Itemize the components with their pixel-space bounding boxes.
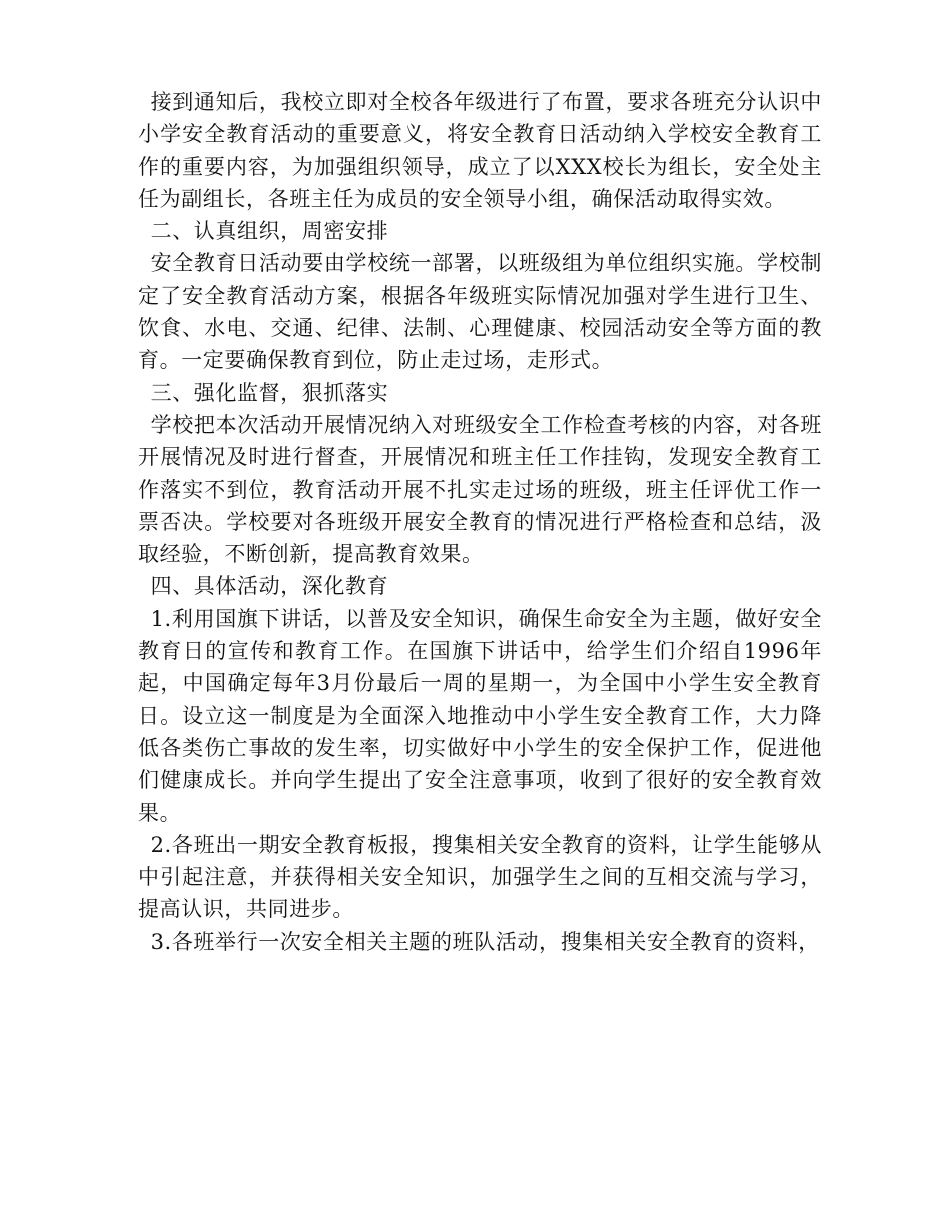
section-heading-4: 四、具体活动，深化教育 [150,574,389,599]
section-heading-2: 二、认真组织，周密安排 [150,219,389,244]
document-page [138,0,822,1230]
document-body [138,86,822,958]
paragraph-item-1: 1.利用国旗下讲话，以普及安全知识，确保生命安全为主题，做好安全教育日的宣传和教育工作。在国旗下讲话中，给学生们介绍自1996年起，中国确定每年3月份最后一周的星期一，为全国中小学生安全教育日。设立这一制度是为全面深入地推动中小学生安全教育工作，大力降低各类伤亡事故的发生率，切实做好中小学生的安全保护工作，促进他们健康成长。并向学生提出了安全注意事项，收到了很好的安全教育效果。 [138,606,822,825]
paragraph-item-2: 2.各班出一期安全教育板报，搜集相关安全教育的资料，让学生能够从中引起注意，并获得相关安全知识，加强学生之间的互相交流与学习，提高认识，共同进步。 [138,832,822,922]
paragraph-3: 学校把本次活动开展情况纳入对班级安全工作检查考核的内容，对各班开展情况及时进行督查，开展情况和班主任工作挂钩，发现安全教育工作落实不到位，教育活动开展不扎实走过场的班级，班主任评优工作一票否决。学校要对各班级开展安全教育的情况进行严格检查和总结，汲取经验，不断创新，提高教育效果。 [138,412,822,567]
paragraph-1: 接到通知后，我校立即对全校各年级进行了布置，要求各班充分认识中小学安全教育活动的重要意义，将安全教育日活动纳入学校安全教育工作的重要内容，为加强组织领导，成立了以XXX校长为组长，安全处主任为副组长，各班主任为成员的安全领导小组，确保活动取得实效。 [138,90,822,211]
paragraph-item-3: 3.各班举行一次安全相关主题的班队活动，搜集相关安全教育的资料， [150,929,820,954]
paragraph-2: 安全教育日活动要由学校统一部署，以班级组为单位组织实施。学校制定了安全教育活动方案，根据各年级班实际情况加强对学生进行卫生、饮食、水电、交通、纪律、法制、心理健康、校园活动安全等方面的教育。一定要确保教育到位，防止走过场，走形式。 [138,251,822,373]
section-heading-3: 三、强化监督，狠抓落实 [150,380,389,405]
